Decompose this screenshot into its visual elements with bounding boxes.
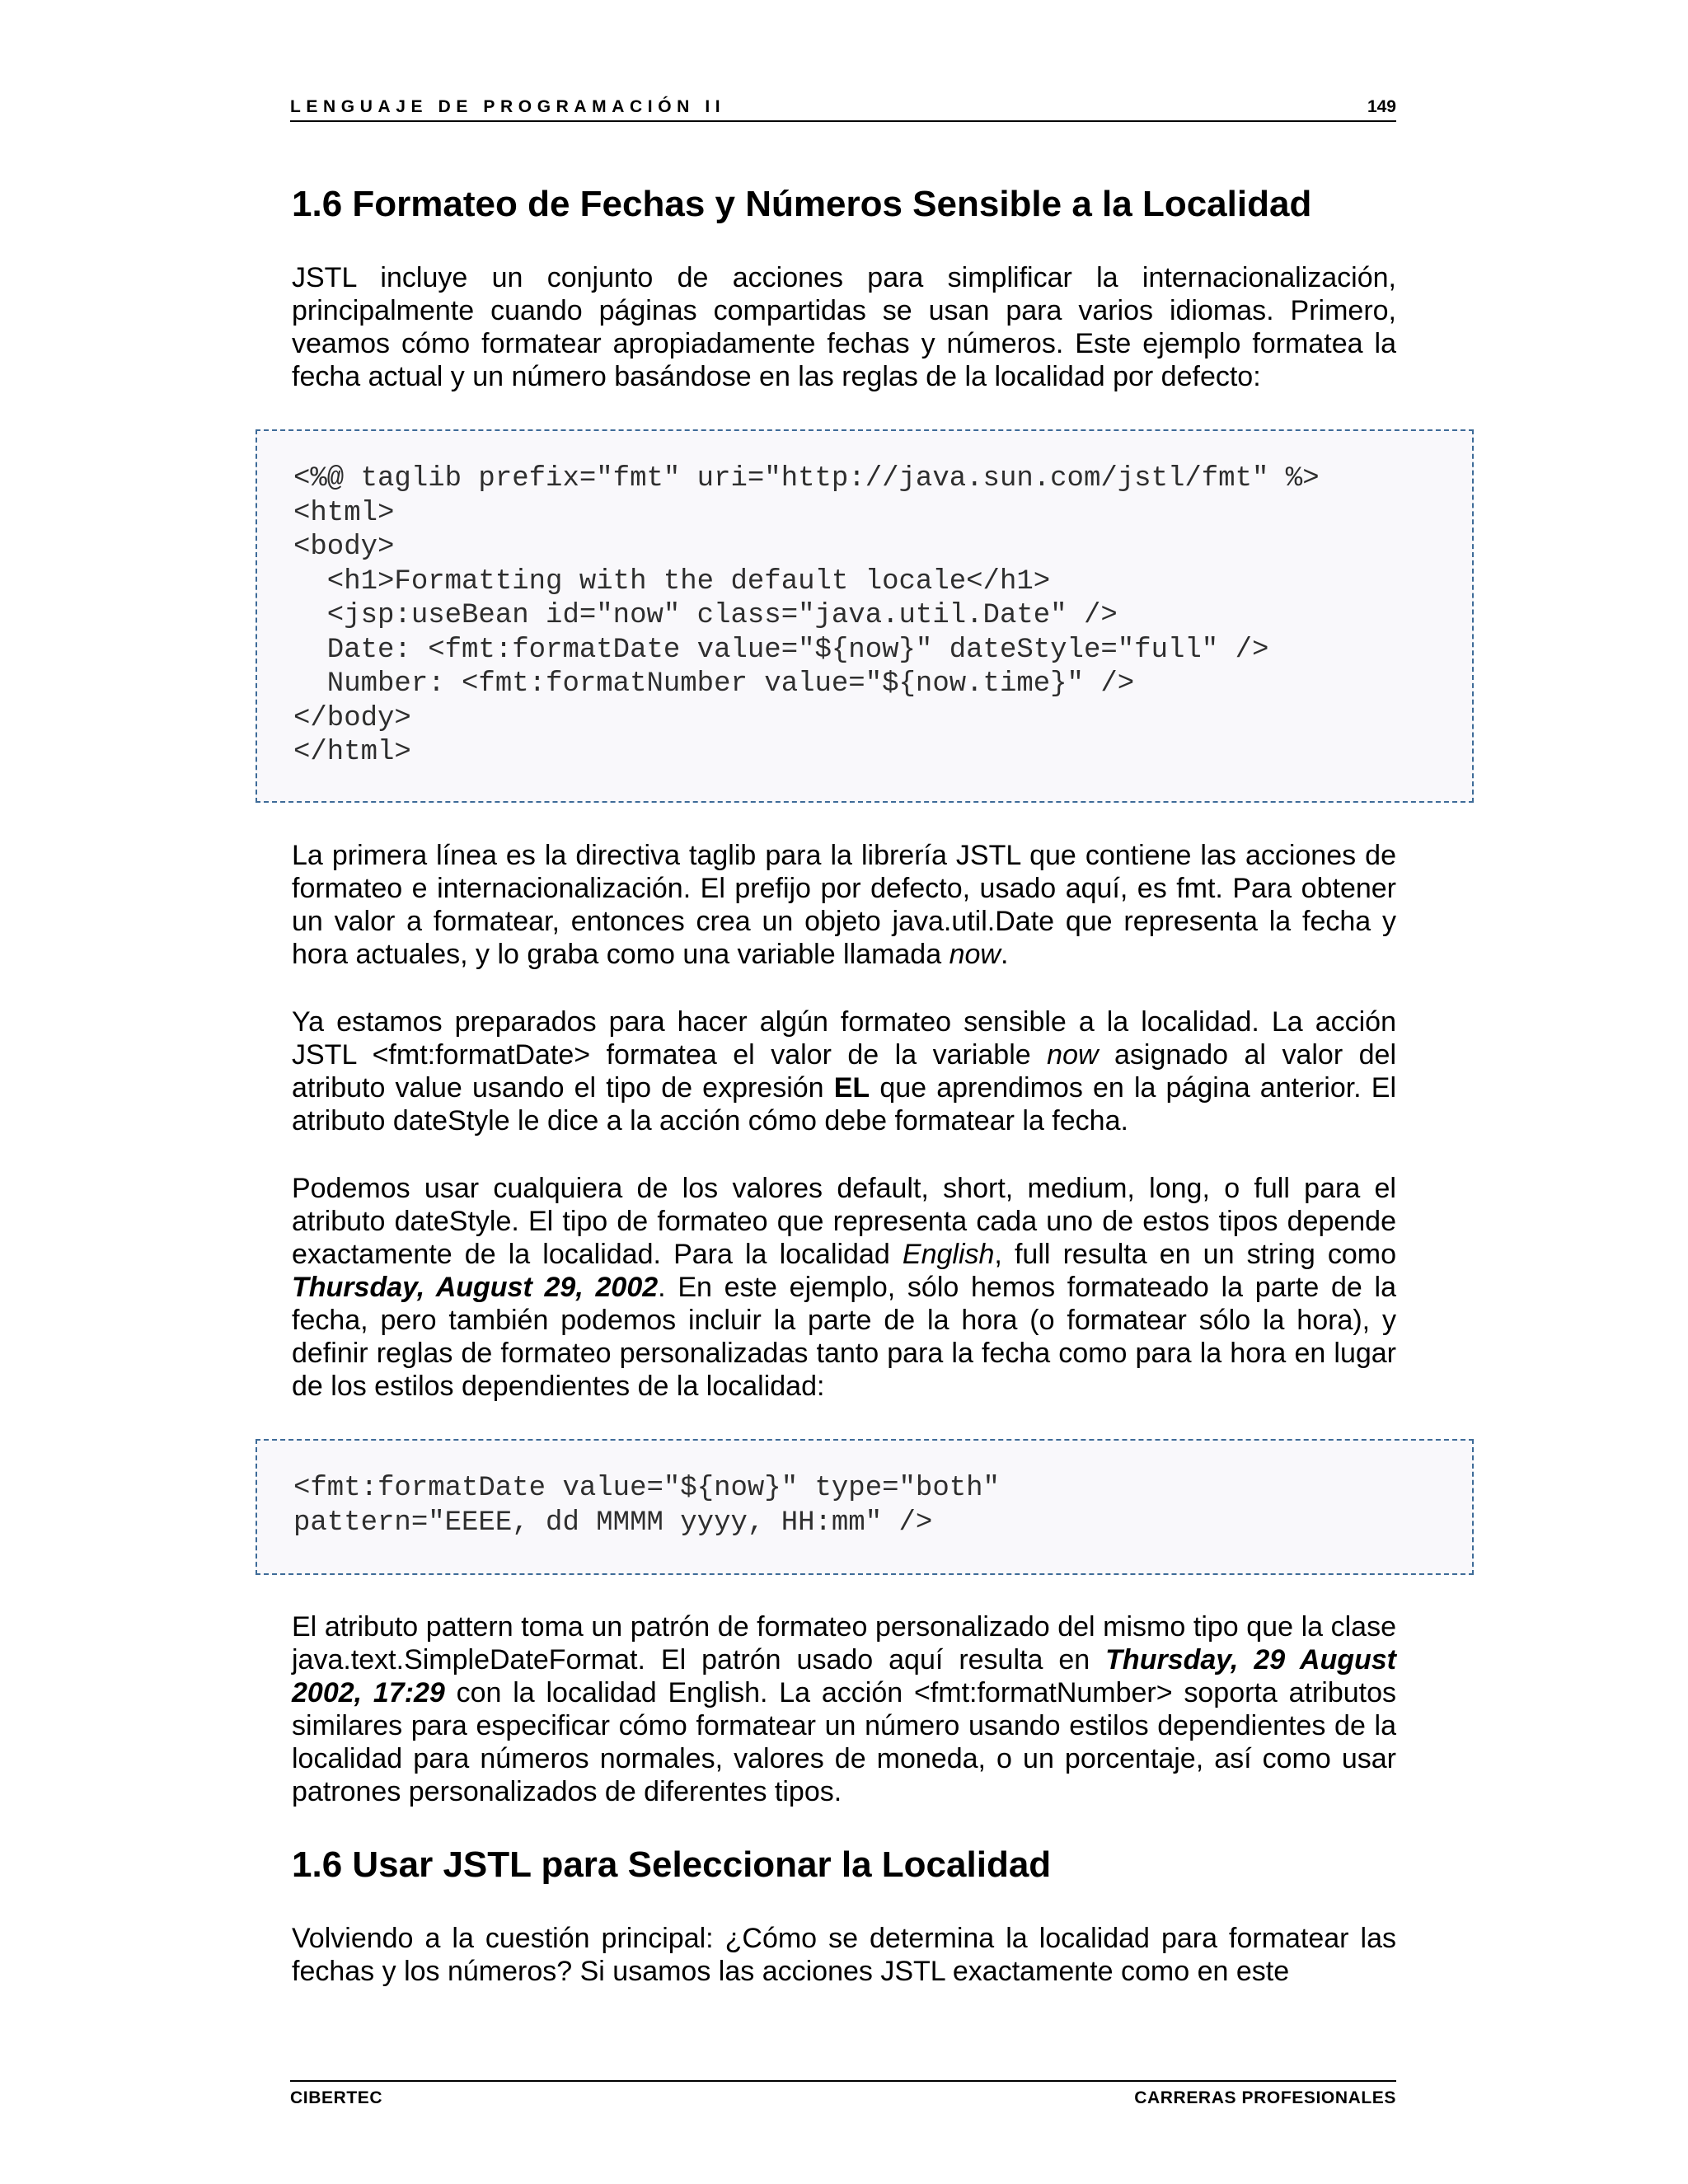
text-run: . [1000,939,1009,970]
footer-right: CARRERAS PROFESIONALES [1134,2088,1396,2107]
text-run: El atributo pattern toma un patrón de formateo personalizado del mismo tipo que la clase java.text.SimpleDateFormat. El patrón usado aquí resulta en [292,1611,1396,1675]
paragraph-datestyle-values [292,1172,1396,1403]
code-block-taglib-example [256,429,1474,803]
section-heading-seleccionar-localidad: 1.6 Usar JSTL para Seleccionar la Localidad [292,1844,1052,1885]
paragraph-formatdate-action [292,1005,1396,1137]
text-run: Ya estamos preparados para hacer algún formateo sensible a la localidad. La acción JSTL <fmt:formatDate> formatea el valor de la variable [292,1006,1396,1071]
code-text: <%@ taglib prefix="fmt" uri="http://java.sun.com/jstl/fmt" %> <html> <body> <h1>Formatting with the default locale</h1> <jsp:useBean id="now" class="java.util.Date" /> Date: <fmt:formatDate value="${now}" dateStyle="full" /> Number: <fmt:formatNumber value="${now.time}" /> </body> </html> [293,463,1320,768]
text-run: que aprendimos en la página anterior. El atributo dateStyle le dice a la acción cómo debe formatear la fecha. [292,1072,1397,1137]
text-run: asignado al valor del atributo value usando el tipo de expresión [292,1039,1397,1104]
italic-term: now [949,939,1001,970]
bold-italic-example: Thursday, 29 August 2002, 17:29 [292,1644,1396,1708]
italic-term: English [902,1239,995,1270]
code-block-pattern-example [256,1439,1474,1575]
text-run: , full resulta en un string como [994,1239,1396,1270]
text-run: Podemos usar cualquiera de los valores default, short, medium, long, o full para el atributo dateStyle. El tipo de formateo que representa cada uno de estos tipos depende exactamente de la localidad. Para la localidad [292,1173,1396,1270]
page-number: 149 [1367,97,1396,116]
footer-left: CIBERTEC [290,2088,383,2107]
bold-italic-example: Thursday, August 29, 2002 [292,1272,659,1303]
header-title: LENGUAJE DE PROGRAMACIÓN II [290,97,726,116]
text-run: con la localidad English. La acción <fmt:formatNumber> soporta atributos similares para especificar cómo formatear un número usando estilos dependientes de la localidad para números normales, valores de moneda, o un porcentaje, así como usar patrones personalizados de diferentes tipos. [292,1677,1396,1807]
paragraph-intro: JSTL incluye un conjunto de acciones para simplificar la internacionalización, principalmente cuando páginas compartidas se usan para varios idiomas. Primero, veamos cómo formatear apropiadamente fechas y números. Este ejemplo formatea la fecha actual y un número basándose en las reglas de la localidad por defecto: [292,262,1396,392]
italic-term: now [1047,1039,1099,1071]
running-footer [290,2080,1396,2108]
paragraph-pattern-attribute [292,1610,1396,1808]
section-heading-formateo: 1.6 Formateo de Fechas y Números Sensible a la Localidad [292,184,1312,224]
paragraph-locale-question: Volviendo a la cuestión principal: ¿Cómo se determina la localidad para formatear las fechas y los números? Si usamos las acciones JSTL exactamente como en este [292,1923,1396,1987]
bold-term: EL [833,1072,870,1104]
code-text: <fmt:formatDate value="${now}" type="both" pattern="EEEE, dd MMMM yyyy, HH:mm" /> [293,1473,1000,1539]
text-run: La primera línea es la directiva taglib para la librería JSTL que contiene las acciones de formateo e internacionalización. El prefijo por defecto, usado aquí, es fmt. Para obtener un valor a formatear, entonces crea un objeto java.util.Date que representa la fecha y hora actuales, y lo graba como una variable llamada [292,840,1396,970]
running-header [290,92,1396,122]
paragraph-taglib-directive [292,839,1396,971]
text-run: . En este ejemplo, sólo hemos formateado la parte de la fecha, pero también podemos incluir la parte de la hora (o formatear sólo la hora), y definir reglas de formateo personalizadas tanto para la fecha como para la hora en lugar de los estilos dependientes de la localidad: [292,1272,1396,1402]
